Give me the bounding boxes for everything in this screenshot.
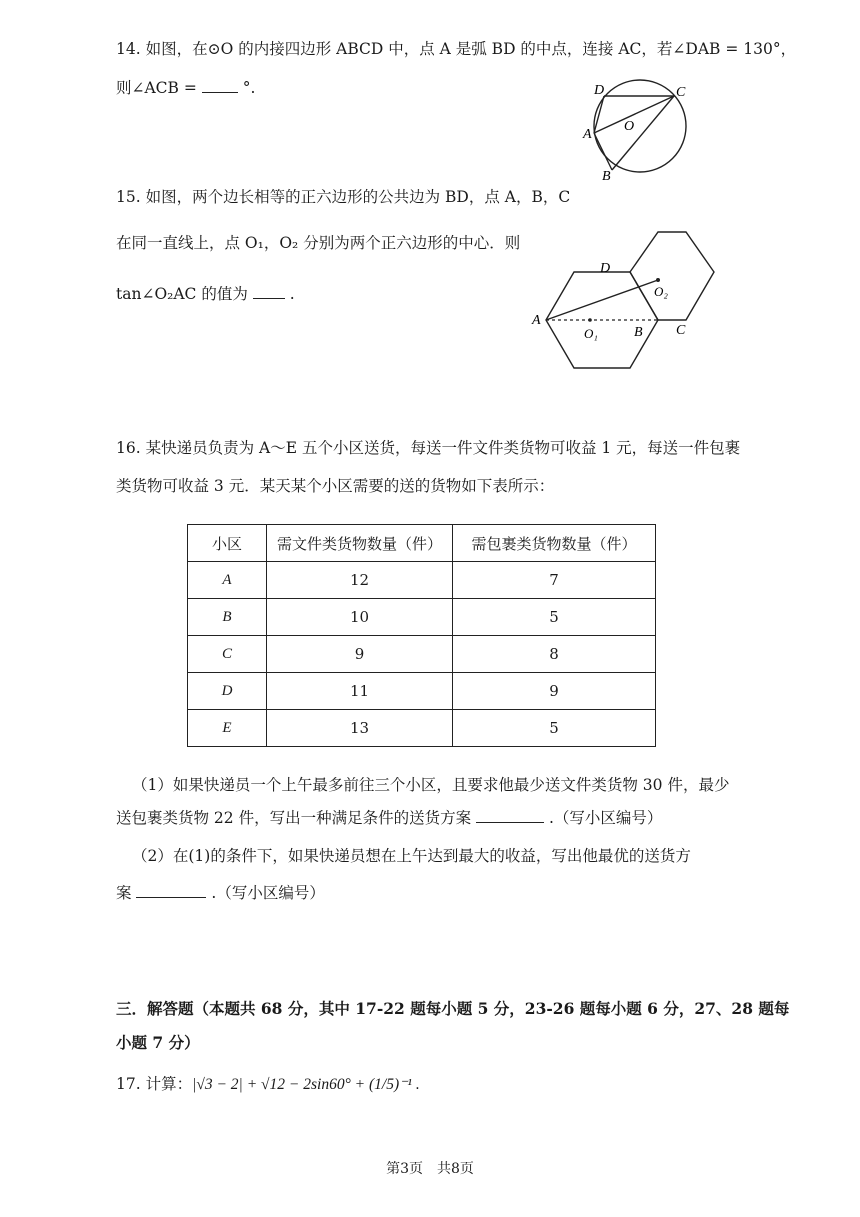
table-cell: 10 bbox=[267, 599, 453, 636]
q15-hexagon-figure bbox=[530, 228, 720, 376]
table-cell: D bbox=[188, 673, 267, 710]
q16-sub1-answer-blank[interactable] bbox=[476, 806, 544, 823]
q15-line3 bbox=[116, 282, 295, 305]
q14-label-A: A bbox=[583, 127, 592, 142]
q14-answer-blank[interactable] bbox=[202, 76, 238, 93]
table-cell: A bbox=[188, 562, 267, 599]
q14-line1: 14. 如图，在⊙O 的内接四边形 ABCD 中，点 A 是弧 BD 的中点，连接 AC，若∠DAB = 130°， bbox=[116, 40, 797, 58]
page-footer: 第3页 共8页 bbox=[386, 1161, 474, 1177]
q16-sub2-line2 bbox=[116, 881, 325, 904]
table-cell: 5 bbox=[453, 599, 656, 636]
q15-label-O2: O₂ bbox=[654, 284, 668, 299]
q16-sub1-prefix: 送包裹类货物 22 件，写出一种满足条件的送货方案 bbox=[116, 809, 472, 827]
q15-label-D: D bbox=[600, 261, 611, 276]
q16-sub1-suffix: .（写小区编号） bbox=[548, 809, 663, 827]
q15-line2: 在同一直线上，点 O₁，O₂ 分别为两个正六边形的中心．则 bbox=[116, 234, 521, 252]
table-cell: 7 bbox=[453, 562, 656, 599]
q16-line1: 16. 某快递员负责为 A～E 五个小区送货，每送一件文件类货物可收益 1 元，每送一件包裹 bbox=[116, 439, 741, 457]
table-cell: 13 bbox=[267, 710, 453, 747]
q15-line1: 15. 如图，两个边长相等的正六边形的公共边为 BD，点 A，B，C bbox=[116, 188, 571, 206]
table-row bbox=[188, 599, 656, 636]
table-cell: 9 bbox=[267, 636, 453, 673]
table-cell: 9 bbox=[453, 673, 656, 710]
q15-label-A: A bbox=[532, 313, 541, 328]
table-header-cell: 需文件类货物数量（件） bbox=[267, 525, 453, 562]
q14-line2-suffix: °. bbox=[242, 79, 256, 97]
table-header-cell: 需包裹类货物数量（件） bbox=[453, 525, 656, 562]
q16-sub2-answer-blank[interactable] bbox=[136, 881, 206, 898]
q15-line3-suffix: . bbox=[289, 285, 295, 303]
table-cell: 12 bbox=[267, 562, 453, 599]
section3-heading-line1: 三．解答题（本题共 68 分，其中 17-22 题每小题 5 分，23-26 题每小题 6 分，27、28 题每 bbox=[116, 999, 790, 1018]
q16-sub2-line1: （2）在(1)的条件下，如果快递员想在上午达到最大的收益，写出他最优的送货方 bbox=[132, 847, 691, 865]
q16-sub1-line1: （1）如果快递员一个上午最多前往三个小区，且要求他最少送文件类货物 30 件，最少 bbox=[132, 776, 730, 794]
q15-label-C: C bbox=[676, 323, 686, 338]
table-cell: E bbox=[188, 710, 267, 747]
q15-answer-blank[interactable] bbox=[253, 282, 285, 299]
q17-expression: |√3 − 2| + √12 − 2sin60° + (1/5)⁻¹ . bbox=[192, 1076, 420, 1093]
q16-sub2-prefix: 案 bbox=[116, 884, 132, 902]
q14-line2-prefix: 则∠ACB = bbox=[116, 79, 197, 97]
table-row bbox=[188, 562, 656, 599]
q14-label-D: D bbox=[594, 83, 605, 98]
table-cell: C bbox=[188, 636, 267, 673]
q14-line2 bbox=[116, 76, 255, 99]
table-row bbox=[188, 636, 656, 673]
q14-label-B: B bbox=[602, 169, 611, 182]
q17-line bbox=[116, 1073, 420, 1096]
table-row bbox=[188, 710, 656, 747]
goods-table bbox=[187, 524, 656, 747]
q16-line2: 类货物可收益 3 元．某天某个小区需要的送的货物如下表所示： bbox=[116, 477, 555, 495]
table-cell: 11 bbox=[267, 673, 453, 710]
table-header-cell: 小区 bbox=[188, 525, 267, 562]
q15-line3-prefix: tan∠O₂AC 的值为 bbox=[116, 285, 248, 303]
q17-prefix: 17. 计算： bbox=[116, 1075, 193, 1093]
q16-sub2-suffix: .（写小区编号） bbox=[211, 884, 325, 902]
q15-label-O1: O₁ bbox=[584, 326, 598, 341]
table-cell: B bbox=[188, 599, 267, 636]
q14-circle-figure bbox=[580, 78, 710, 182]
section3-heading-line2: 小题 7 分） bbox=[116, 1033, 200, 1052]
table-cell: 8 bbox=[453, 636, 656, 673]
table-row bbox=[188, 673, 656, 710]
q14-label-O: O bbox=[624, 119, 635, 134]
q15-label-B: B bbox=[634, 325, 643, 340]
q16-sub1-line2 bbox=[116, 806, 662, 829]
table-header-row bbox=[188, 525, 656, 562]
table-cell: 5 bbox=[453, 710, 656, 747]
q14-label-C: C bbox=[676, 85, 686, 100]
